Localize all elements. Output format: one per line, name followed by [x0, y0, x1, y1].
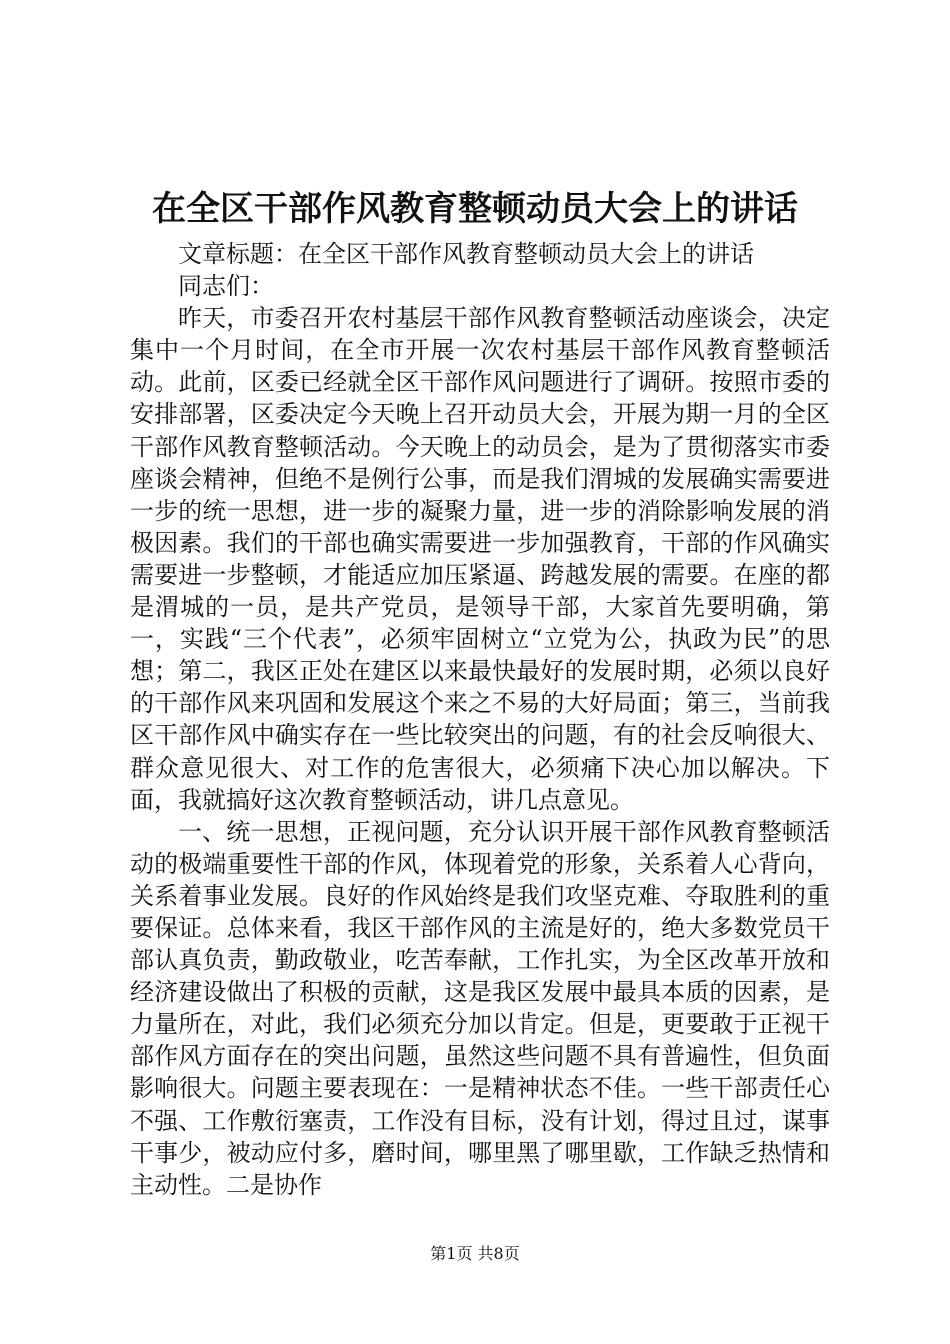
paragraph-intro: 昨天，市委召开农村基层干部作风教育整顿活动座谈会，决定集中一个月时间，在全市开展一次农村基层干部作风教育整顿活动。此前，区委已经就全区干部作风问题进行了调研。按照市委的安排部署，区委决定今天晚上召开动员大会，开展为期一月的全区干部作风教育整顿活动。今天晚上的动员会，是为了贯彻落实市委座谈会精神，但绝不是例行公事，而是我们渭城的发展确实需要进一步的统一思想，进一步的凝聚力量，进一步的消除影响发展的消极因素。我们的干部也确实需要进一步加强教育，干部的作风确实需要进一步整顿，才能适应加压紧逼、跨越发展的需要。在座的都是渭城的一员，是共产党员，是领导干部，大家首先要明确，第一，实践“三个代表”，必须牢固树立“立党为公，执政为民”的思想；第二，我区正处在建区以来最快最好的发展时期，必须以良好的干部作风来巩固和发展这个来之不易的大好局面；第三，当前我区干部作风中确实存在一些比较突出的问题，有的社会反响很大、群众意见很大、对工作的危害很大，必须痛下决心加以解决。下面，我就搞好这次教育整顿活动，讲几点意见。 [130, 304, 830, 814]
paragraph-section-one: 一、统一思想，正视问题，充分认识开展干部作风教育整顿活动的极端重要性干部的作风，体现着党的形象，关系着人心背向，关系着事业发展。良好的作风始终是我们攻坚克难、夺取胜利的重要保证。总体来看，我区干部作风的主流是好的，绝大多数党员干部认真负责，勤政敬业，吃苦奉献，工作扎实，为全区改革开放和经济建设做出了积极的贡献，这是我区发展中最具本质的因素，是力量所在，对此，我们必须充分加以肯定。但是，更要敢于正视干部作风方面存在的突出问题，虽然这些问题不具有普遍性，但负面影响很大。问题主要表现在：一是精神状态不佳。一些干部责任心不强、工作敷衍塞责，工作没有目标，没有计划，得过且过，谋事干事少，被动应付多，磨时间，哪里黑了哪里歇，工作缺乏热情和主动性。二是协作 [130, 817, 830, 1199]
article-title-line: 文章标题：在全区干部作风教育整顿动员大会上的讲话 [178, 240, 754, 268]
salutation: 同志们： [178, 272, 274, 301]
document-body [130, 238, 830, 1201]
page-number-footer: 第1页 共8页 [430, 1244, 520, 1263]
document-title: 在全区干部作风教育整顿动员大会上的讲话 [152, 189, 798, 229]
